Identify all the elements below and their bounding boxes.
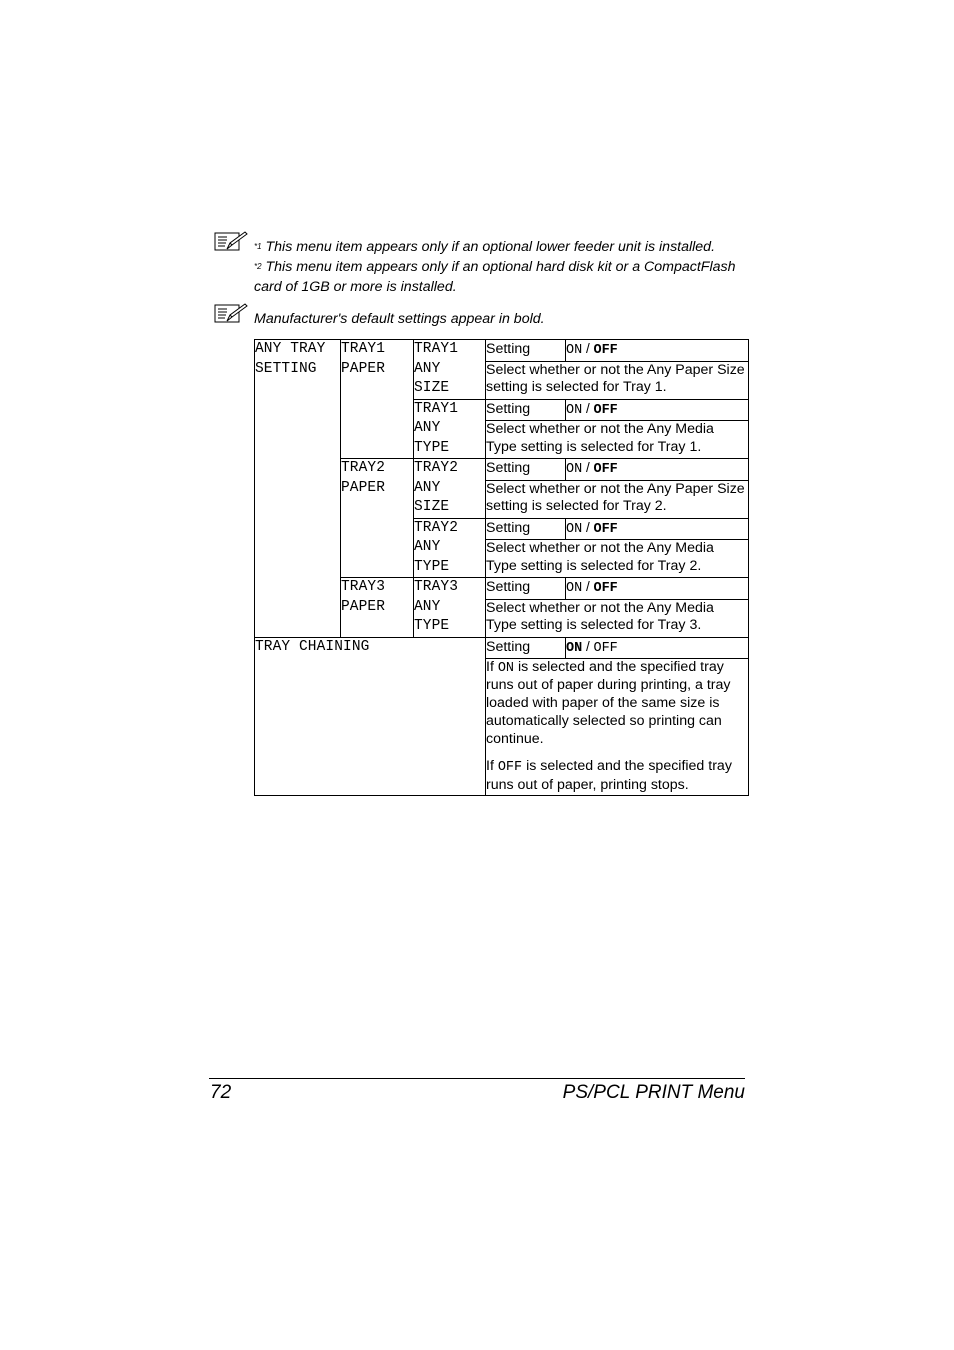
- option-off: OFF: [593, 640, 618, 656]
- option-on: ON: [566, 343, 583, 358]
- note-line: [254, 278, 736, 296]
- menu-tray-paper: TRAY2 PAPER: [341, 459, 414, 578]
- note-line-text: This menu item appears only if an optional lower feeder unit is installed.: [261, 239, 716, 255]
- setting-label: Setting: [486, 578, 566, 600]
- option-off: OFF: [593, 402, 618, 418]
- desc-code: ON: [497, 660, 515, 676]
- section-title: PS/PCL PRINT Menu: [562, 1082, 745, 1103]
- page-number: 72: [210, 1082, 232, 1103]
- menu-item-label: TRAY1 ANY SIZE: [414, 340, 486, 400]
- setting-value: [566, 340, 749, 362]
- description-paragraph: [486, 659, 748, 749]
- option-off: OFF: [593, 521, 618, 537]
- note-line: [254, 258, 736, 278]
- option-separator: /: [582, 519, 594, 535]
- menu-any-tray-setting: ANY TRAY SETTING: [255, 340, 341, 638]
- note-line-text: Manufacturer's default settings appear in bold.: [254, 311, 545, 327]
- option-on: ON: [566, 640, 583, 656]
- footer-rule: [209, 1078, 745, 1079]
- option-off: OFF: [593, 462, 618, 477]
- option-separator: /: [582, 579, 594, 594]
- footnote-marker: *2: [254, 262, 262, 271]
- option-separator: /: [582, 460, 594, 475]
- note-line: [254, 238, 736, 258]
- setting-label: Setting: [486, 637, 566, 658]
- setting-row: [255, 340, 749, 362]
- setting-description: Select whether or not the Any Media Type setting is selected for Tray 1.: [486, 421, 749, 459]
- note-line: [254, 310, 545, 328]
- setting-label: Setting: [486, 340, 566, 362]
- menu-tray-paper: TRAY3 PAPER: [341, 578, 414, 638]
- setting-description: Select whether or not the Any Media Type setting is selected for Tray 2.: [486, 540, 749, 578]
- menu-tray-paper: TRAY1 PAPER: [341, 340, 414, 459]
- setting-description: Select whether or not the Any Media Type setting is selected for Tray 3.: [486, 599, 749, 637]
- menu-settings-table: [254, 339, 749, 796]
- option-separator: /: [582, 638, 594, 654]
- setting-label: Setting: [486, 518, 566, 540]
- footnote-marker: *1: [254, 242, 262, 251]
- menu-item-label: TRAY2 ANY SIZE: [414, 459, 486, 519]
- note-line-text: This menu item appears only if an optional hard disk kit or a CompactFlash: [261, 259, 736, 275]
- setting-row: [255, 637, 749, 658]
- menu-item-label: TRAY3 ANY TYPE: [414, 578, 486, 638]
- setting-label: Setting: [486, 399, 566, 421]
- setting-description: Select whether or not the Any Paper Size setting is selected for Tray 2.: [486, 480, 749, 518]
- note-pencil-icon: [214, 302, 248, 324]
- default-settings-text: [254, 310, 545, 328]
- option-off: OFF: [593, 581, 618, 596]
- menu-item-label: TRAY1 ANY TYPE: [414, 399, 486, 459]
- desc-text: is selected and the specified tray runs out of paper, printing stops.: [486, 758, 732, 794]
- desc-code: OFF: [497, 760, 523, 776]
- option-on: ON: [566, 521, 583, 537]
- menu-tray-chaining: TRAY CHAINING: [255, 637, 486, 796]
- setting-value: [566, 637, 749, 658]
- option-separator: /: [582, 400, 594, 416]
- setting-label: Setting: [486, 459, 566, 481]
- note-line-text: card of 1GB or more is installed.: [254, 279, 457, 295]
- option-off: OFF: [593, 343, 618, 358]
- setting-value: [566, 578, 749, 600]
- menu-item-label: TRAY2 ANY TYPE: [414, 518, 486, 578]
- option-on: ON: [566, 581, 583, 596]
- setting-value: [566, 399, 749, 421]
- setting-description: Select whether or not the Any Paper Size setting is selected for Tray 1.: [486, 361, 749, 399]
- desc-text: If: [486, 658, 498, 675]
- setting-value: [566, 518, 749, 540]
- desc-text: is selected and the specified tray runs out of paper during printing, a tray loaded with paper of the same size is automatically selected so printing can continue.: [486, 658, 731, 747]
- setting-value: [566, 459, 749, 481]
- setting-description: [486, 658, 749, 796]
- desc-text: If: [486, 758, 498, 775]
- footnote-text: [254, 238, 736, 296]
- option-on: ON: [566, 462, 583, 477]
- description-paragraph: [486, 758, 748, 795]
- option-separator: /: [582, 341, 594, 356]
- note-pencil-icon: [214, 230, 248, 252]
- option-on: ON: [566, 402, 583, 418]
